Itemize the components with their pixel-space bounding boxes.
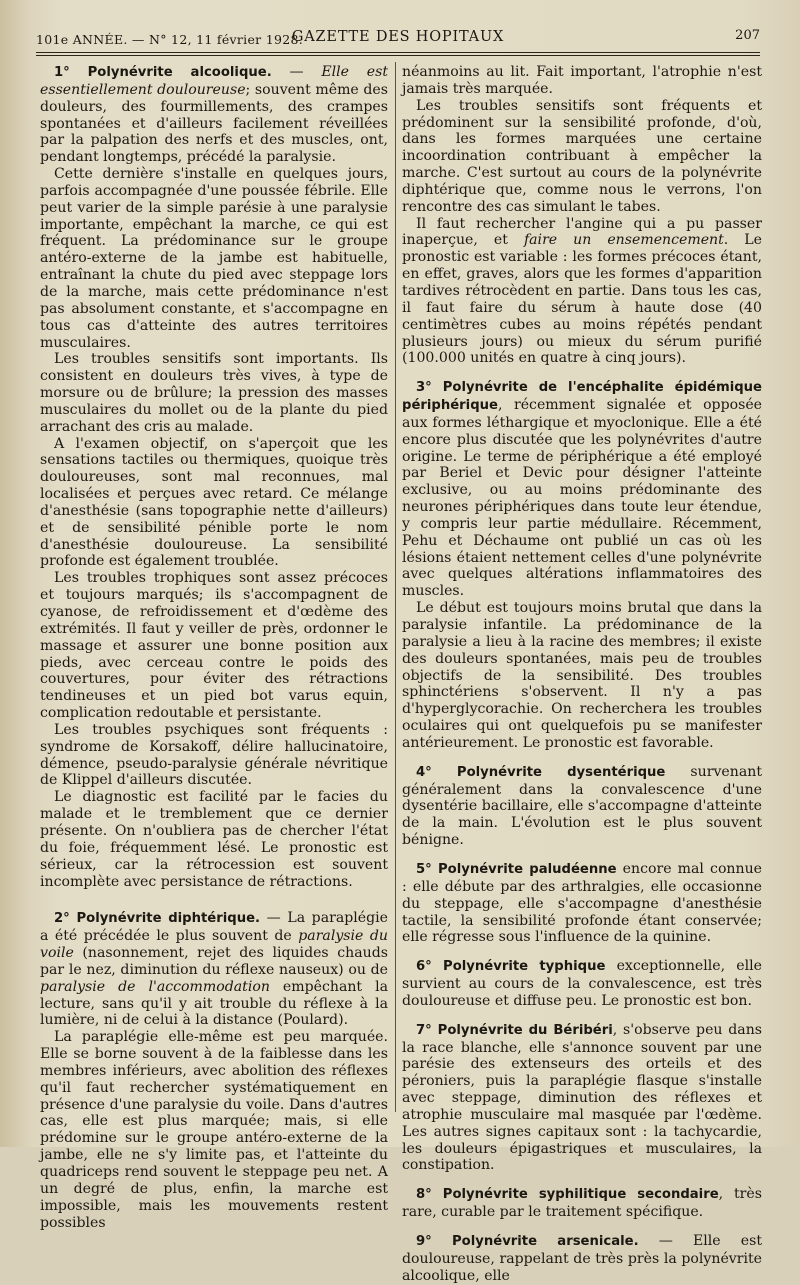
paragraph: Le diagnostic est facilité par le facies du malade et le tremblement que ce dernier présente. On n'oubliera pas de chercher l'état du foie, fréquemment lésé. Le pronostic est sérieux, car la rétrocession est souvent incomplète avec persistance de rétractions. (40, 789, 388, 890)
paragraph: Cette dernière s'installe en quelques jours, parfois accompagnée d'une poussée fébrile. Elle peut varier de la simple parésie à une paralysie importante, empêchant la marche, ce qui est fréquent. La prédominance sur le groupe antéro-externe de la jambe est habituelle, entraînant la chute du pied avec steppage lors de la marche, mais cette prédominance n'est pas absolument constante, et s'accompagne en tous cas d'atteinte des autres territoires musculaires. (40, 166, 388, 351)
section-encephalite: 3° Polynévrite de l'encéphalite épidémique périphérique, récemment signalée et opposée aux formes léthargique et myoclonique. Elle a été encore plus discutée que les polynévrites d'autre origine. Le terme de périphérique a été employé par Beriel et Devic pour désigner l'atteinte exclusive, ou au moins prédominante des neurones périphériques dans toute leur étendue, y compris leur partie médullaire. Récemment, Pehu et Déchaume ont publié un cas où les lésions étaient nettement celles d'une polynévrite avec quelques altérations inflammatoires des muscles. (402, 380, 762, 600)
section-dysenterique: 4° Polynévrite dysentérique survenant généralement dans la convalescence d'une dysentérie bacillaire, elle s'accompagne d'atteinte de la main. L'évolution est le plus souvent bénigne. (402, 763, 762, 849)
section-typhique: 6° Polynévrite typhique exceptionnelle, elle survient au cours de la convalescence, est très douloureuse et diffuse peu. Le pronostic est bon. (402, 958, 762, 1009)
section-beriberi: 7° Polynévrite du Béribéri, s'observe peu dans la race blanche, elle s'annonce souvent par une parésie des extenseurs des orteils et des péroniers, puis la paraplégie flasque s'installe avec steppage, diminution des réflexes et atrophie musculaire mal masquée par l'œdème. Les autres signes capitaux sont : la tachycardie, les douleurs épigastriques et musculaires, la constipation. (402, 1021, 763, 1174)
left-column (40, 64, 388, 1231)
section-title: 5° Polynévrite paludéenne (416, 861, 617, 877)
paragraph: Le début est toujours moins brutal que dans la paralysie infantile. La prédominance de la paralysie a lieu à la racine des membres; il existe des douleurs spontanées, mais peu de troubles objectifs de la sensibilité. Des troubles sphinctériens s'observent. Il n'y a pas d'hyperglycorachie. On recherchera les troubles oculaires qui ont quelquefois pu se manifester antérieurement. Le pronostic est favorable. (402, 600, 762, 751)
paragraph: néanmoins au lit. Fait important, l'atrophie n'est jamais très marquée. (402, 64, 762, 97)
paragraph: A l'examen objectif, on s'aperçoit que les sensations tactiles ou thermiques, quoique très douloureuses, sont mal reconnues, mal localisées et perçues avec retard. Ce mélange d'anesthésie (sans topographie nette d'ailleurs) et de sensibilité pénible porte le nom d'anesthésie douloureuse. La sensibilité profonde est également troublée. (40, 435, 388, 570)
journal-title: GAZETTE DES HOPITAUX (291, 29, 505, 45)
page-header (36, 26, 760, 48)
section-title: 3° Polynévrite de l'encéphalite épidémique périphérique (402, 380, 762, 414)
paragraph: Les troubles sensitifs sont importants. Ils consistent en douleurs très vives, à type de morsure ou de brûlure; la pression des masses musculaires du mollet ou de la plante du pied arrachant des cris au malade. (40, 351, 388, 435)
section-alcoolique: 1° Polynévrite alcoolique. — Elle est essentiellement douloureuse; souvent même des douleurs, des fourmillements, des crampes spontanées et d'ailleurs facilement réveillées par la palpation des nerfs et des muscles, ont, pendant longtemps, précédé la paralysie. (40, 64, 388, 166)
section-diphterique: 2° Polynévrite diphtérique. — La paraplégie a été précédée le plus souvent de paralysie du voile (nasonnement, rejet des liquides chauds par le nez, diminution du réflexe nauseux) ou de paralysie de l'accommodation empêchant la lecture, sans qu'il y ait trouble du réflexe à la lumière, ni de celui à la distance (Poulard). (40, 910, 388, 1029)
section-title: 9° Polynévrite arsenicale. (416, 1234, 639, 1249)
section-title: 8° Polynévrite syphilitique secondaire (416, 1187, 719, 1203)
section-title: 6° Polynévrite typhique (416, 959, 606, 975)
paragraph: Il faut rechercher l'angine qui a pu passer inaperçue, et faire un ensemencement. Le pronostic est variable : les formes précoces étant, en effet, graves, alors que les formes d'apparition tardives rétrocèdent en partie. Dans tous les cas, il faut faire du sérum à haute dose (40 centimètres cubes au moins répétés pendant plusieurs jours) ou mieux du sérum purifié (100.000 unités en quatre à cinq jours). (402, 215, 762, 367)
paragraph: Les troubles psychiques sont fréquents : syndrome de Korsakoff, délire hallucinatoire, démence, pseudo-paralysie générale névritique de Klippel d'ailleurs discutée. (40, 721, 388, 789)
section-title: 4° Polynévrite dysentérique (416, 764, 666, 780)
header-rule-double (36, 55, 760, 56)
page-number: 207 (735, 28, 760, 43)
paragraph: Les troubles trophiques sont assez précoces et toujours marqués; ils s'accompagnent de cyanose, de refroidissement et d'œdème des extrémités. Il faut y veiller de près, ordonner le massage et assurer une bonne position aux pieds, avec cerceau contre le poids des couvertures, pour éviter des rétractions tendineuses et un pied bot varus equin, complication redoutable et persistante. (40, 570, 388, 722)
paragraph: Les troubles sensitifs sont fréquents et prédominent sur la sensibilité profonde, d'où, dans les formes marquées une certaine incoordination contribuant à empêcher la marche. C'est surtout au cours de la polynévrite diphtérique que, comme nous le verrons, l'on rencontre des cas simulant le tabes. (402, 97, 762, 215)
right-column (402, 64, 762, 1285)
section-syphilitique: 8° Polynévrite syphilitique secondaire, très rare, curable par le traitement spécifique. (402, 1186, 762, 1221)
section-title: 7° Polynévrite du Béribéri (416, 1022, 613, 1038)
header-rule (36, 52, 760, 53)
section-arsenicale: 9° Polynévrite arsenicale. — Elle est douloureuse, rappelant de très près la polynévrite alcoolique, elle (402, 1233, 762, 1284)
section-title: 2° Polynévrite diphtérique. (54, 911, 261, 927)
issue-info: 101e ANNÉE. — N° 12, 11 février 1928. (36, 32, 303, 47)
paragraph: La paraplégie elle-même est peu marquée. Elle se borne souvent à de la faiblesse dans les membres inférieurs, avec abolition des réflexes qu'il faut rechercher systématiquement en présence d'une paralysie du voile. Dans d'autres cas, elle est plus marquée; mais, si elle prédomine sur le groupe antéro-externe de la jambe, elle ne s'y limite pas, et l'atteinte du quadriceps rend souvent le steppage peu net. A un degré de plus, enfin, la marche est impossible, mais les mouvements restent possibles (40, 1029, 388, 1231)
section-paludeenne: 5° Polynévrite paludéenne encore mal connue : elle débute par des arthralgies, elle occasionne du steppage, elle s'accompagne d'anesthésie tactile, la sensibilité profonde étant conservée; elle régresse sous l'influence de la quinine. (402, 860, 762, 946)
section-title: 1° Polynévrite alcoolique. (54, 65, 272, 80)
column-divider (395, 62, 396, 1112)
